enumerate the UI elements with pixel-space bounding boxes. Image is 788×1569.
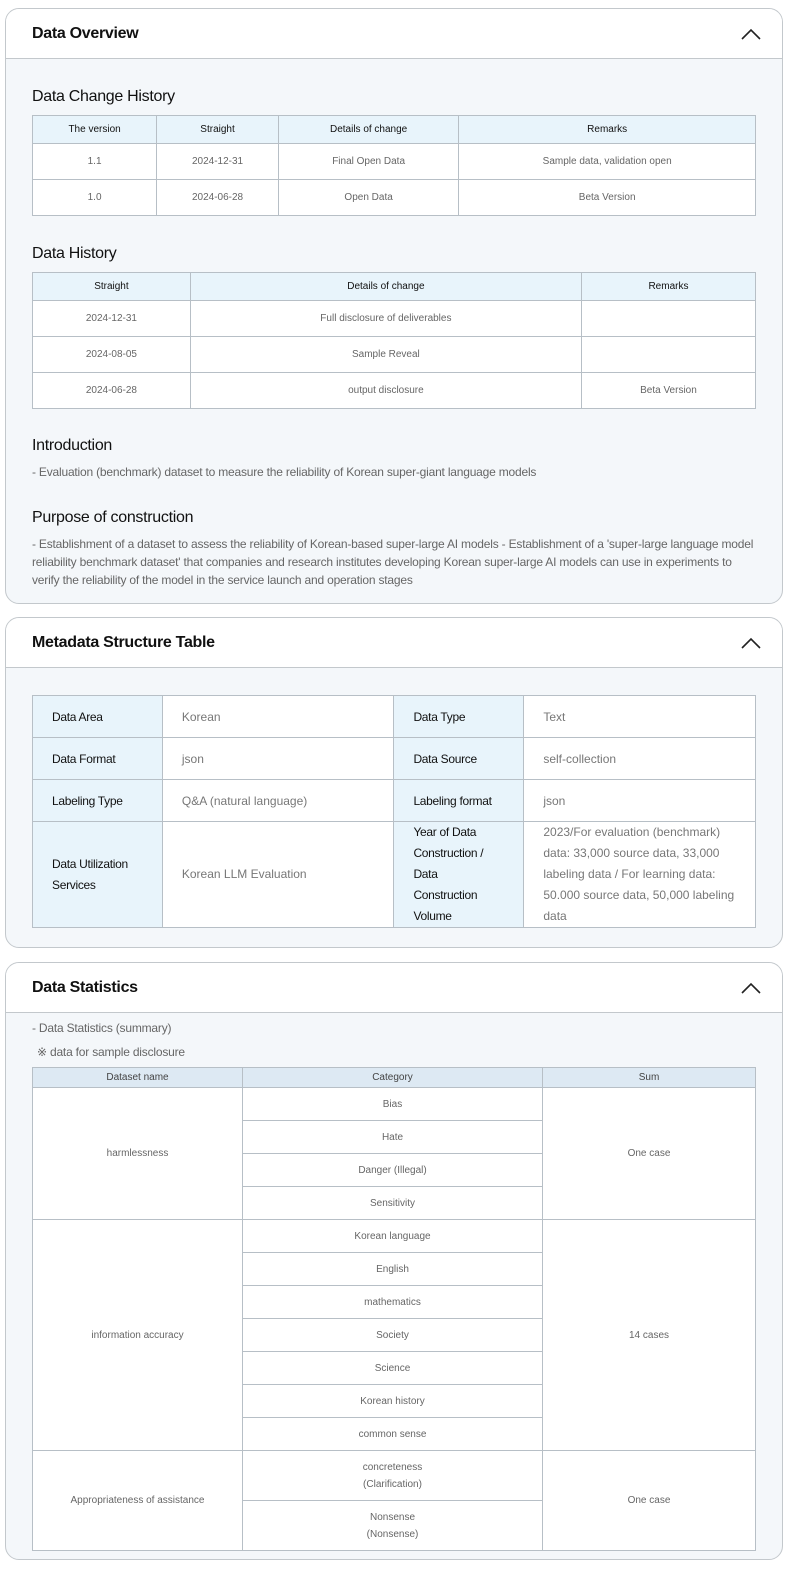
metadata-value: 2023/For evaluation (benchmark) data: 33,000 source data, 33,000 labeling data / For learning data: 50.000 source data, 50,000 labeling data [524, 822, 756, 928]
metadata-key: Labeling Type [33, 780, 163, 822]
category-cell: Nonsense (Nonsense) [243, 1501, 543, 1551]
column-header: The version [33, 116, 157, 144]
metadata-value: Text [524, 696, 756, 738]
category-cell: Danger (Illegal) [243, 1154, 543, 1187]
table-row [33, 1088, 756, 1121]
table-cell: Beta Version [581, 373, 755, 409]
table-cell: Full disclosure of deliverables [190, 301, 581, 337]
sum-cell: One case [543, 1088, 756, 1220]
column-header: Sum [543, 1068, 756, 1088]
table-row [33, 1220, 756, 1253]
change-history-table [32, 115, 756, 216]
column-header: Dataset name [33, 1068, 243, 1088]
chevron-up-icon[interactable] [740, 26, 762, 42]
metadata-key: Data Type [394, 696, 524, 738]
change-history-heading: Data Change History [32, 88, 175, 105]
metadata-header[interactable] [6, 618, 782, 668]
category-cell: common sense [243, 1418, 543, 1451]
metadata-key: Year of Data Construction / Data Construction Volume [394, 822, 524, 928]
table-cell: 2024-12-31 [33, 301, 191, 337]
data-statistics-panel [5, 962, 783, 1560]
table-cell: 2024-06-28 [33, 373, 191, 409]
purpose-text: - Establishment of a dataset to assess the reliability of Korean-based super-large AI models - Establishment of a 'super-large language model reliability benchmark dataset' that companies and research institutes developing Korean super-large AI models can use in experiments to verify the reliability of the model in the service launch and operation stages [32, 537, 754, 587]
table-cell: Open Data [278, 180, 458, 216]
table-cell [581, 337, 755, 373]
metadata-key: Data Area [33, 696, 163, 738]
table-row [33, 373, 756, 409]
metadata-key: Data Format [33, 738, 163, 780]
category-cell: English [243, 1253, 543, 1286]
column-header: Details of change [278, 116, 458, 144]
data-history-heading: Data History [32, 245, 117, 262]
sum-cell: One case [543, 1451, 756, 1551]
table-cell: Final Open Data [278, 144, 458, 180]
data-overview-header[interactable] [6, 9, 782, 59]
column-header: Straight [33, 273, 191, 301]
data-history-table [32, 272, 756, 409]
table-cell: 1.1 [33, 144, 157, 180]
metadata-row [33, 696, 756, 738]
panel-title: Metadata Structure Table [32, 633, 215, 651]
category-cell: Hate [243, 1121, 543, 1154]
category-cell: Bias [243, 1088, 543, 1121]
table-row [33, 180, 756, 216]
table-row [33, 1451, 756, 1501]
data-overview-panel [5, 8, 783, 604]
metadata-row [33, 780, 756, 822]
purpose-heading: Purpose of construction [32, 509, 194, 526]
metadata-row [33, 822, 756, 928]
introduction-text: - Evaluation (benchmark) dataset to measure the reliability of Korean super-giant language models [32, 465, 537, 479]
metadata-key: Labeling format [394, 780, 524, 822]
metadata-row [33, 738, 756, 780]
table-cell: Sample Reveal [190, 337, 581, 373]
metadata-key: Data Utilization Services [33, 822, 163, 928]
panel-title: Data Statistics [32, 978, 138, 996]
statistics-table [32, 1067, 756, 1551]
chevron-up-icon[interactable] [740, 635, 762, 651]
table-cell: output disclosure [190, 373, 581, 409]
table-cell: Sample data, validation open [459, 144, 756, 180]
category-cell: Korean language [243, 1220, 543, 1253]
dataset-name-cell: Appropriateness of assistance [33, 1451, 243, 1551]
category-cell: Science [243, 1352, 543, 1385]
sum-cell: 14 cases [543, 1220, 756, 1451]
category-cell: Sensitivity [243, 1187, 543, 1220]
table-row [33, 337, 756, 373]
metadata-value: self-collection [524, 738, 756, 780]
dataset-name-cell: harmlessness [33, 1088, 243, 1220]
category-cell: Korean history [243, 1385, 543, 1418]
panel-title: Data Overview [32, 24, 139, 42]
statistics-summary-label: - Data Statistics (summary) [32, 1021, 172, 1035]
table-cell: 2024-08-05 [33, 337, 191, 373]
table-row [33, 301, 756, 337]
column-header: Remarks [459, 116, 756, 144]
category-cell: concreteness (Clarification) [243, 1451, 543, 1501]
table-cell [581, 301, 755, 337]
dataset-name-cell: information accuracy [33, 1220, 243, 1451]
column-header: Remarks [581, 273, 755, 301]
data-statistics-header[interactable] [6, 963, 782, 1013]
metadata-value: Korean [162, 696, 394, 738]
category-cell: Society [243, 1319, 543, 1352]
metadata-value: json [524, 780, 756, 822]
column-header: Straight [157, 116, 279, 144]
category-cell: mathematics [243, 1286, 543, 1319]
table-cell: Beta Version [459, 180, 756, 216]
table-row [33, 144, 756, 180]
table-cell: 2024-12-31 [157, 144, 279, 180]
metadata-key: Data Source [394, 738, 524, 780]
column-header: Details of change [190, 273, 581, 301]
metadata-value: Q&A (natural language) [162, 780, 394, 822]
metadata-value: Korean LLM Evaluation [162, 822, 394, 928]
statistics-note: ※ data for sample disclosure [37, 1045, 185, 1059]
column-header: Category [243, 1068, 543, 1088]
table-cell: 2024-06-28 [157, 180, 279, 216]
metadata-value: json [162, 738, 394, 780]
table-cell: 1.0 [33, 180, 157, 216]
metadata-table [32, 695, 756, 928]
chevron-up-icon[interactable] [740, 980, 762, 996]
introduction-heading: Introduction [32, 437, 113, 454]
metadata-panel [5, 617, 783, 948]
